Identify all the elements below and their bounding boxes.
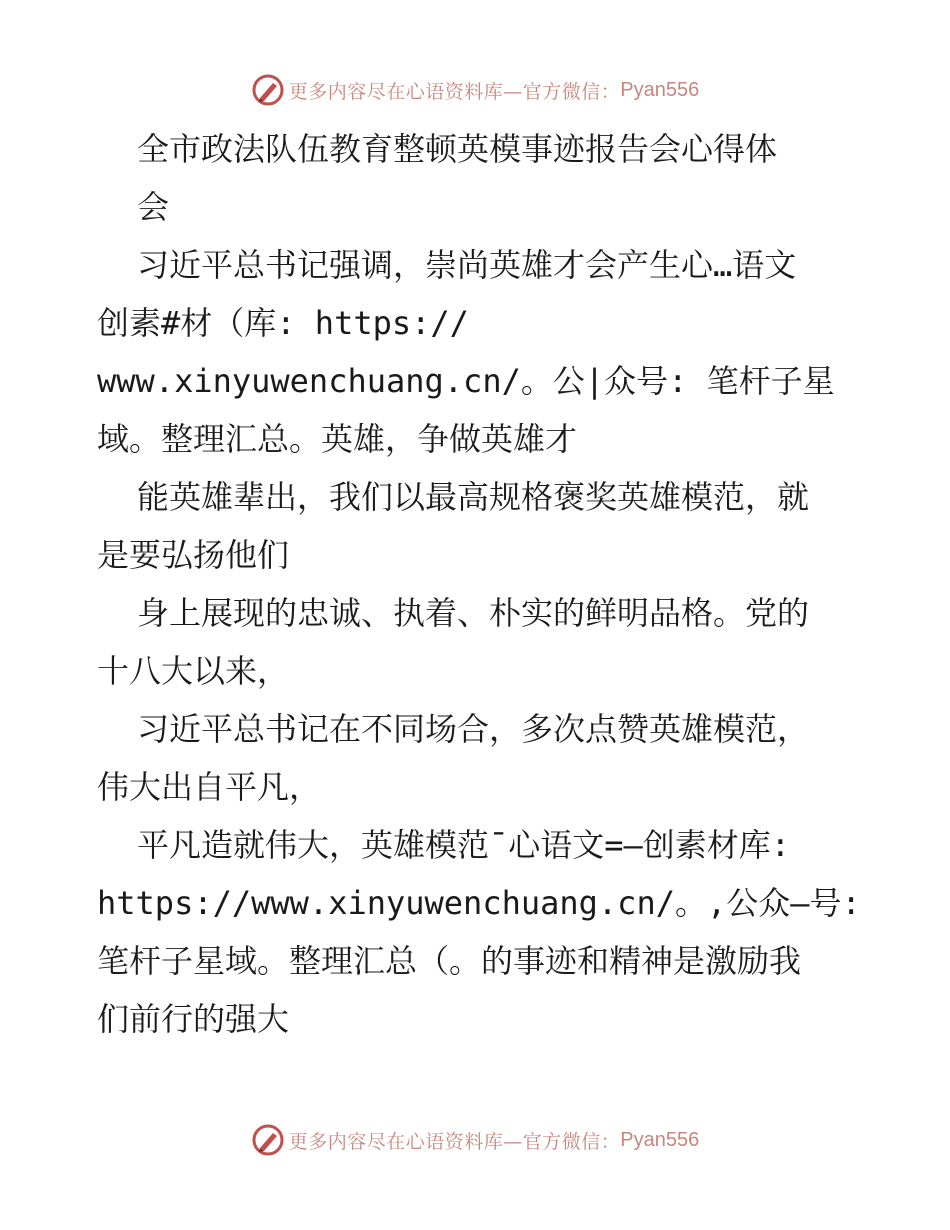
text-line: 域。整理汇总。英雄，争做英雄才 — [97, 420, 578, 458]
footer-banner-wechat: Pyan556 — [620, 1128, 700, 1151]
footer-banner — [0, 1120, 950, 1160]
text-line: 伟大出自平凡， — [97, 768, 322, 806]
pen-circle-logo-icon — [251, 73, 285, 107]
header-banner-text: 更多内容尽在心语资料库—官方微信： — [288, 80, 621, 103]
text-line: 是要弘扬他们 — [97, 536, 290, 574]
footer-banner-text: 更多内容尽在心语资料库—官方微信： — [288, 1130, 621, 1153]
text-line: 创素#材（库: https:// — [97, 304, 469, 342]
pen-circle-logo-icon — [251, 1123, 285, 1157]
text-line: 十八大以来， — [97, 652, 290, 690]
header-banner — [0, 70, 950, 110]
text-line: https://www.xinyuwenchuang.cn/。,公众—号: — [97, 884, 861, 922]
text-line: 能英雄辈出，我们以最高规格褒奖英雄模范，就 — [137, 478, 810, 516]
text-line: 平凡造就伟大，英雄模范¯心语文=—创素材库: — [137, 826, 791, 864]
text-line: www.xinyuwenchuang.cn/。公|众号: 笔杆子星 — [97, 362, 835, 400]
text-line: 全市政法队伍教育整顿英模事迹报告会心得体 — [137, 130, 778, 168]
document-body — [97, 120, 861, 1048]
text-line: 习近平总书记在不同场合，多次点赞英雄模范， — [137, 710, 810, 748]
text-line: 笔杆子星域。整理汇总（。的事迹和精神是激励我 — [97, 942, 802, 980]
text-line: 们前行的强大 — [97, 1000, 290, 1038]
text-line: 身上展现的忠诚、执着、朴实的鲜明品格。党的 — [137, 594, 810, 632]
header-banner-wechat: Pyan556 — [620, 78, 700, 101]
text-line: 习近平总书记强调，崇尚英雄才会产生心…语文 — [137, 246, 797, 284]
text-line: 会 — [137, 188, 170, 226]
